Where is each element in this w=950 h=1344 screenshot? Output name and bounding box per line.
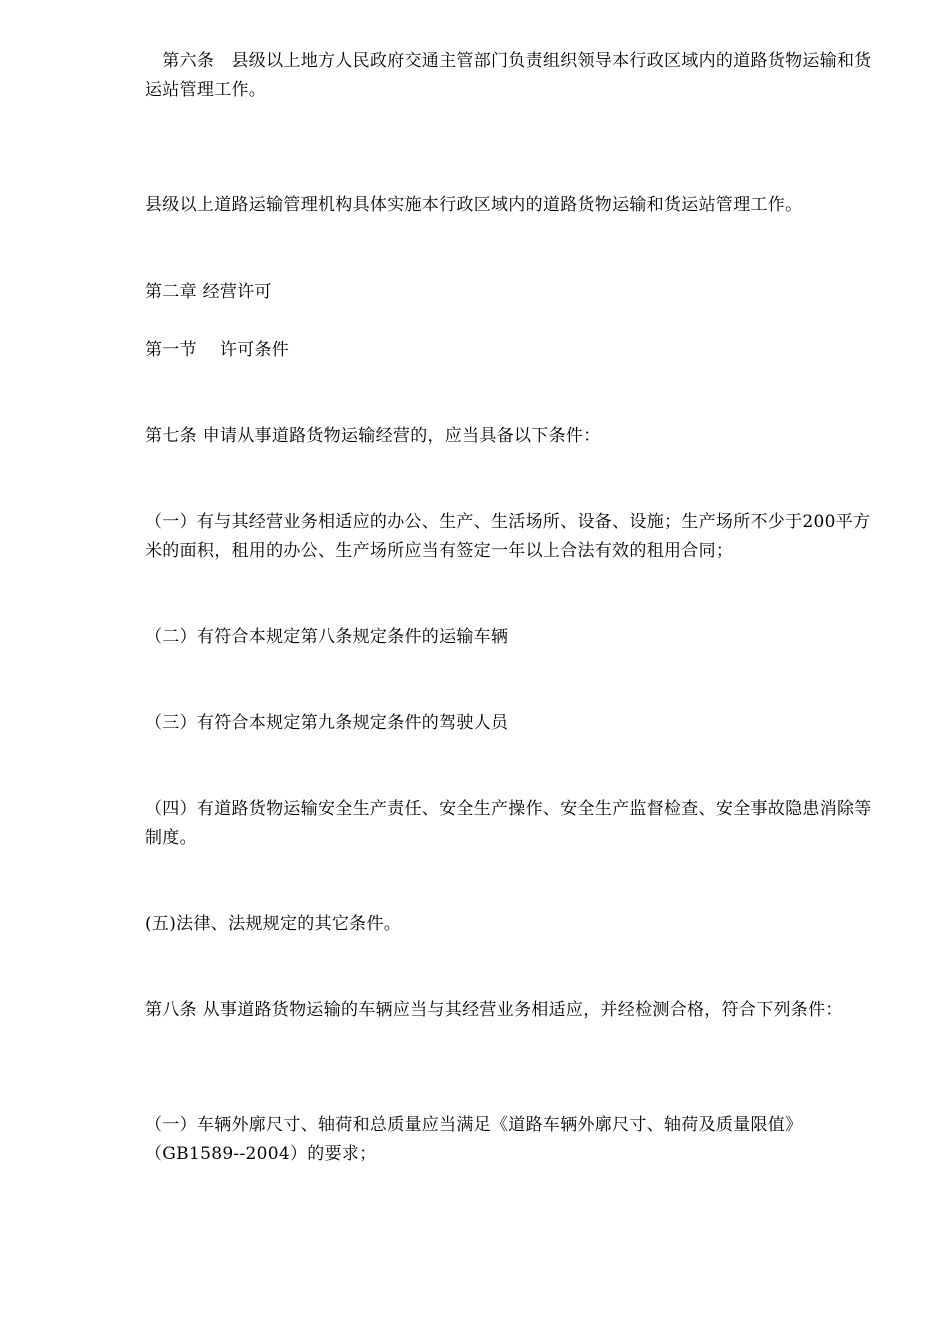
section-1-heading: 第一节 许可条件: [145, 340, 290, 360]
article-8-paragraph: 第八条 从事道路货物运输的车辆应当与其经营业务相适应，并经检测合格，符合下列条件：: [145, 1000, 843, 1020]
condition-2-paragraph: （二）有符合本规定第八条规定条件的运输车辆: [145, 627, 509, 647]
vehicle-condition-1-paragraph: （一）车辆外廓尺寸、轴荷和总质量应当满足《道路车辆外廓尺寸、轴荷及质量限值》（GB1589--2004）的要求；: [145, 1115, 803, 1164]
condition-3-paragraph: （三）有符合本规定第九条规定条件的驾驶人员: [145, 713, 509, 733]
chapter-2-heading: 第二章 经营许可: [145, 282, 272, 302]
condition-1-paragraph: （一）有与其经营业务相适应的办公、生产、生活场所、设备、设施；生产场所不少于200平方米的面积，租用的办公、生产场所应当有签定一年以上合法有效的租用合同；: [145, 512, 871, 561]
condition-5-paragraph: (五)法律、法规规定的其它条件。: [145, 914, 402, 934]
road-transport-agency-paragraph: 县级以上道路运输管理机构具体实施本行政区域内的道路货物运输和货运站管理工作。: [145, 195, 803, 215]
condition-4-paragraph: （四）有道路货物运输安全生产责任、安全生产操作、安全生产监督检查、安全事故隐患消除等制度。: [145, 799, 872, 848]
article-6-paragraph: 第六条 县级以上地方人民政府交通主管部门负责组织领导本行政区域内的道路货物运输和货运站管理工作。: [145, 51, 872, 100]
article-7-paragraph: 第七条 申请从事道路货物运输经营的，应当具备以下条件：: [145, 426, 601, 446]
